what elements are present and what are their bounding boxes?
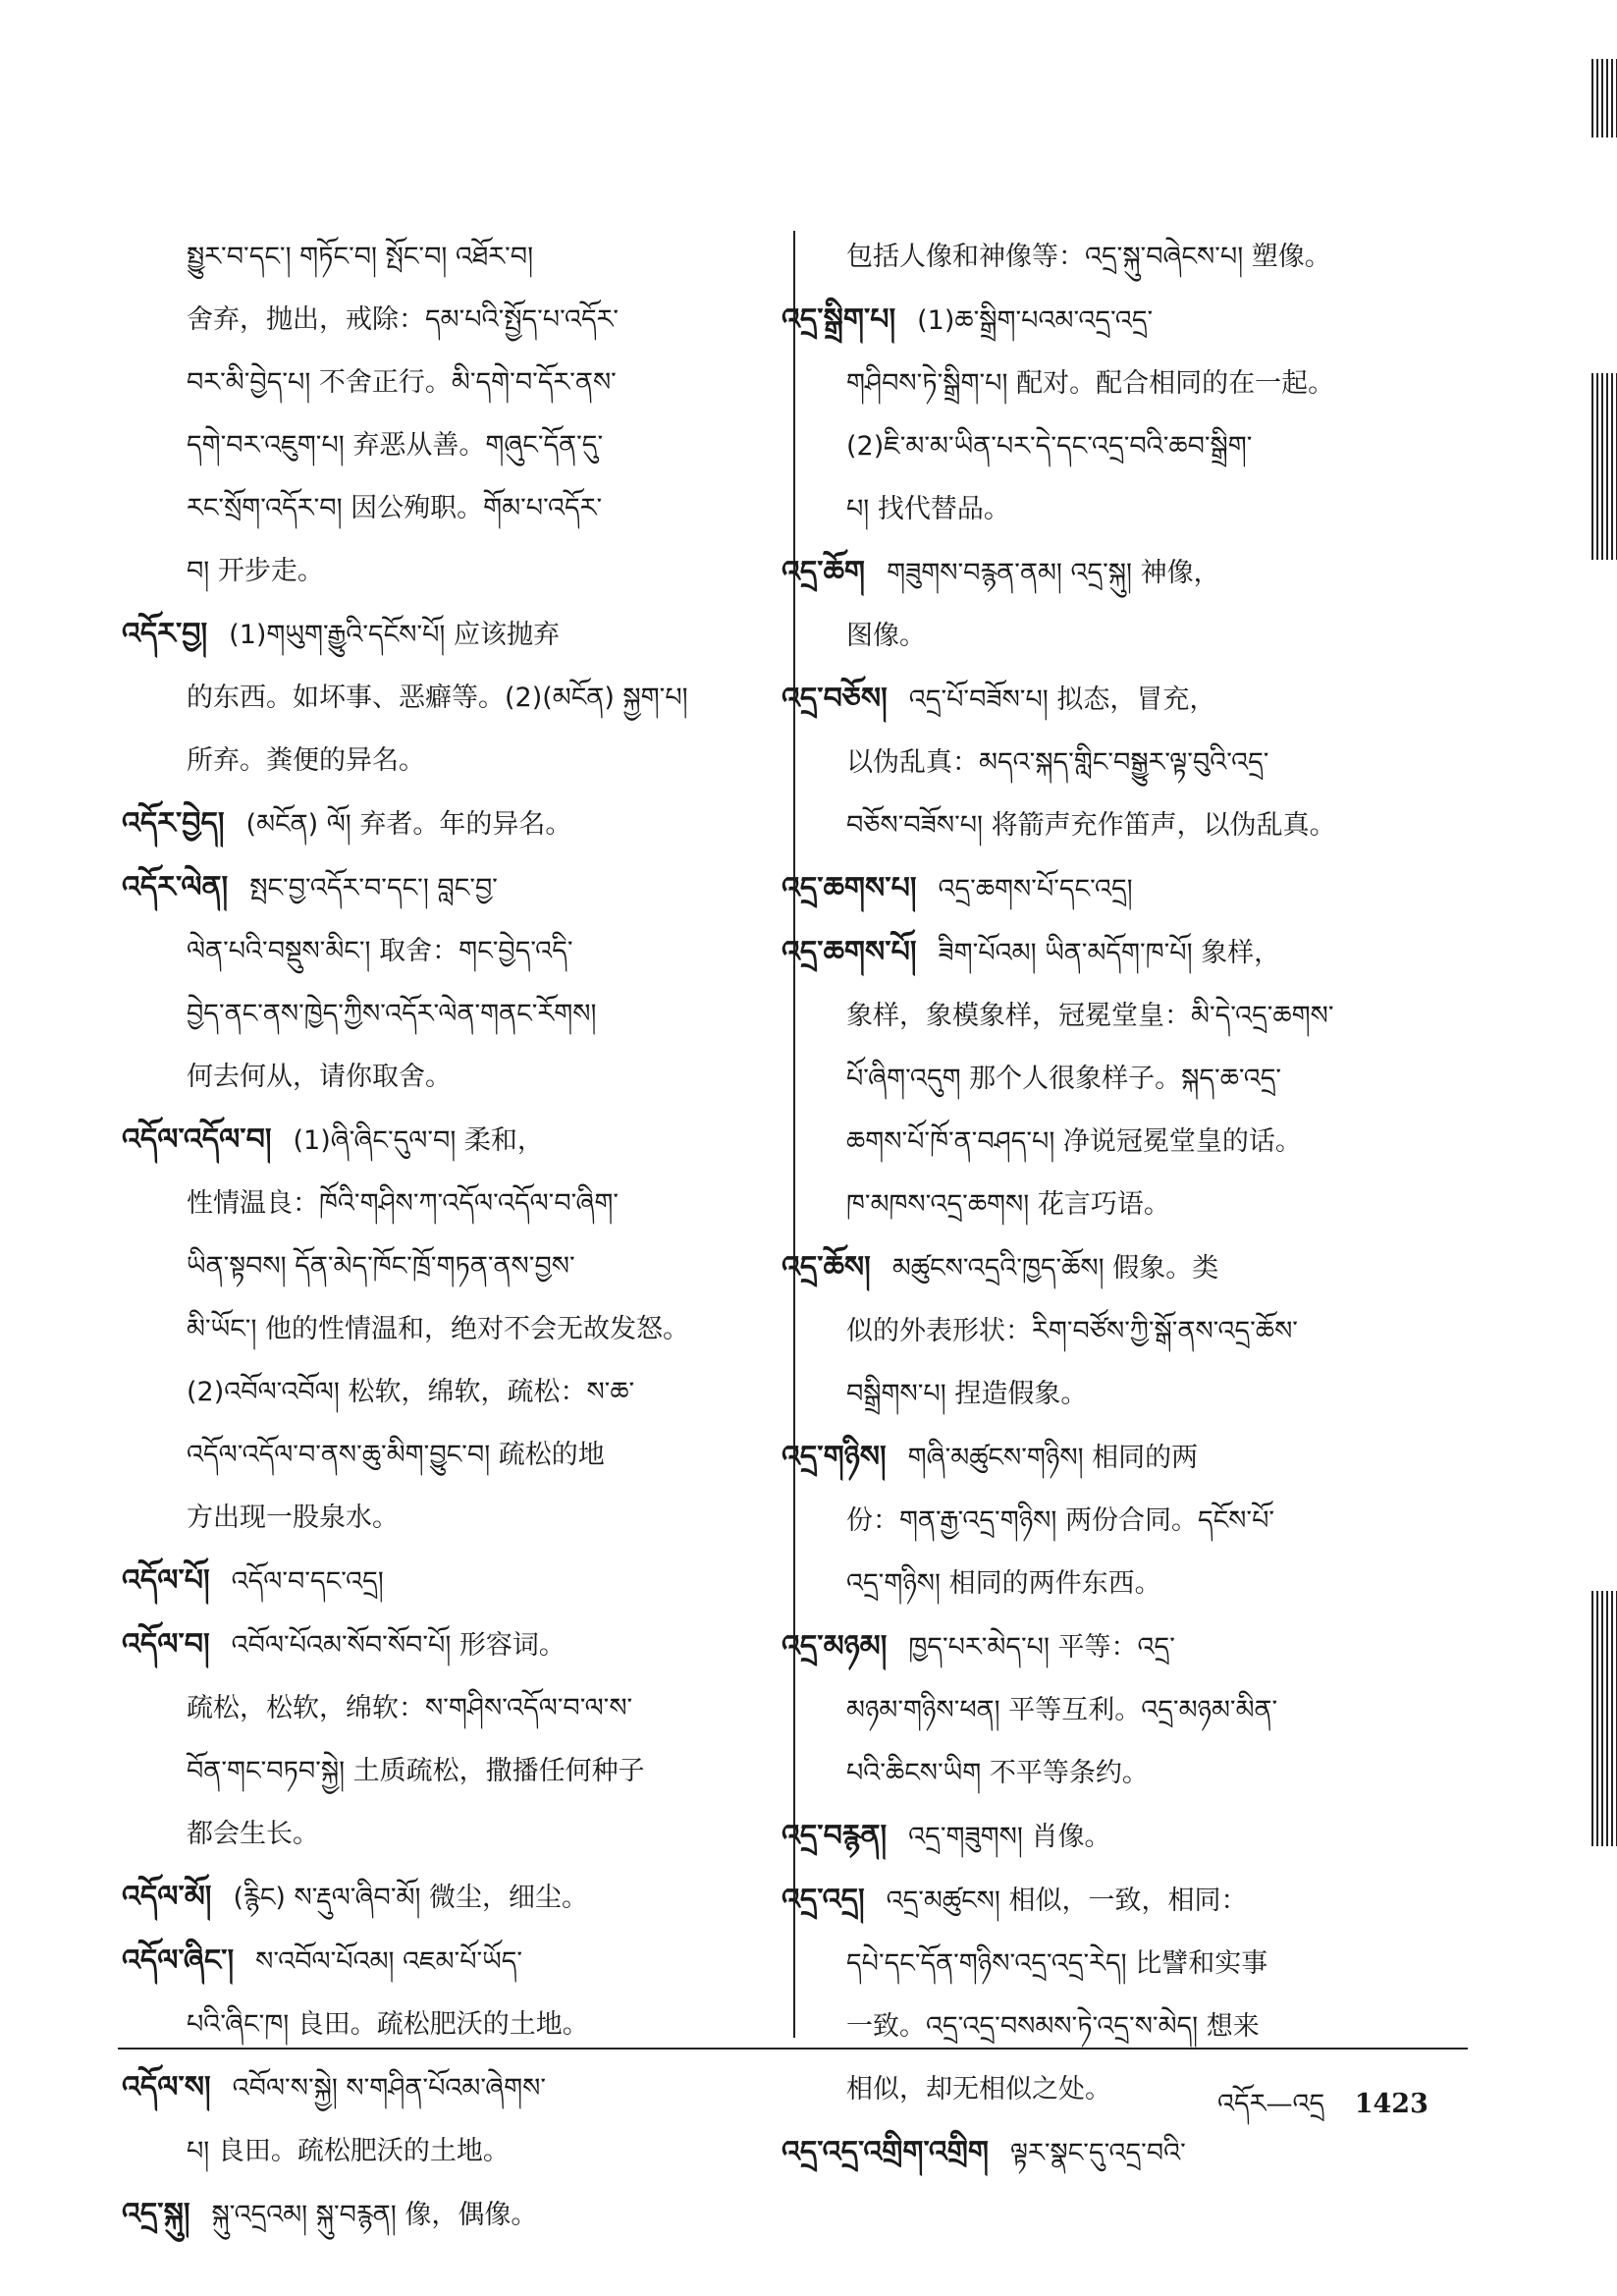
headword: འདྲ་མཉམ། bbox=[782, 1629, 888, 1664]
entry-continuation-line bbox=[846, 985, 1473, 1048]
definition-text: 份：གན་རྒྱ་འདྲ་གཉིས། 两份合同。དངོས་པོ་ bbox=[846, 1505, 1275, 1536]
definition-text: འདྲ་པོ་བཟོས་པ། 拟态，冒充， bbox=[908, 684, 1216, 715]
entry-continuation-line bbox=[187, 1298, 774, 1361]
entry-continuation-line bbox=[187, 477, 774, 540]
entry-continuation-line bbox=[187, 1361, 774, 1424]
entry-continuation-line bbox=[846, 605, 1473, 668]
definition-text: བཅོས་བཟོས་པ། 将箭声充作笛声，以伪乱真。 bbox=[846, 810, 1336, 841]
entry-line bbox=[122, 1930, 774, 1994]
entry-line bbox=[782, 857, 1473, 921]
entry-line bbox=[122, 1109, 774, 1173]
entry-continuation-line bbox=[187, 540, 774, 603]
definition-text: ལེན་པའི་བསྡུས་མིང་། 取舍：གང་བྱེད་འདི་ bbox=[187, 936, 573, 966]
definition-text: 象样，象模象样，冠冕堂皇：མི་དེ་འདྲ་ཆགས་ bbox=[846, 1001, 1334, 1031]
definition-text: པའི་ཆིངས་ཡིག 不平等条约。 bbox=[846, 1758, 1149, 1788]
entry-continuation-line bbox=[846, 1363, 1473, 1426]
entry-line bbox=[122, 856, 774, 920]
headword: འདོལ་ཞིང་། bbox=[122, 1943, 235, 1978]
entry-continuation-line bbox=[846, 1553, 1473, 1615]
definition-text: ཆགས་པོ་ཁོ་ན་བཤད་པ། 净说冠冕堂皇的话。 bbox=[846, 1126, 1302, 1157]
entry-line bbox=[122, 1866, 774, 1930]
entry-line bbox=[782, 289, 1473, 353]
definition-text: 方出现一股泉水。 bbox=[187, 1503, 399, 1533]
definition-text: 疏松，松软，绵软：ས་གཤིས་འདོལ་བ་ལ་ས་ bbox=[187, 1693, 633, 1723]
entry-continuation-line bbox=[846, 1742, 1473, 1805]
edge-mark bbox=[1591, 59, 1617, 137]
definition-text: 图像。 bbox=[846, 621, 926, 651]
definition-text: ས་འབོལ་པོའམ། འཇམ་པོ་ཡོད་ bbox=[255, 1946, 523, 1977]
definition-text: རང་སྲོག་འདོར་བ། 因公殉职。གོམ་པ་འདོར་ bbox=[187, 493, 603, 523]
entry-continuation-line bbox=[846, 1490, 1473, 1553]
definition-text: 一致。འདྲ་འདྲ་བསམས་ཏེ་འདྲ་ས་མེད། 想来 bbox=[846, 2011, 1260, 2042]
entry-continuation-line bbox=[846, 1300, 1473, 1363]
entry-continuation-line bbox=[187, 414, 774, 477]
definition-text: པ། 找代替品。 bbox=[846, 494, 1010, 524]
entry-continuation-line bbox=[187, 983, 774, 1046]
entry-line bbox=[782, 541, 1473, 605]
definition-text: འབོལ་ས་སྐྱེ། ས་གཤིན་པོའམ་ཞེགས་ bbox=[232, 2073, 546, 2104]
definition-text: ཡིན་སྟབས། དོན་མེད་ཁོང་ཁྲོ་གཏན་ནས་བྱས་ bbox=[187, 1251, 575, 1282]
entry-line bbox=[782, 1426, 1473, 1490]
footer-rule bbox=[118, 2048, 1468, 2050]
definition-text: མཉམ་གཉིས་ཕན། 平等互利。འདྲ་མཉམ་མིན་ bbox=[846, 1695, 1278, 1725]
definition-text: འདྲ་མཚུངས། 相似，一致，相同： bbox=[886, 1886, 1248, 1916]
entry-line bbox=[122, 1613, 774, 1677]
definition-text: གཞི་མཚུངས་གཉིས། 相同的两 bbox=[907, 1443, 1199, 1473]
entry-continuation-line bbox=[187, 920, 774, 983]
definition-text: པ། 良田。疏松肥沃的土地。 bbox=[187, 2136, 510, 2166]
entry-continuation-line bbox=[846, 1679, 1473, 1742]
definition-text: འབོལ་པོའམ་སོབ་སོབ་པོ། 形容词。 bbox=[231, 1630, 566, 1661]
entry-continuation-line bbox=[187, 730, 774, 793]
definition-text: དགེ་བར་འཇུག་པ། 弃恶从善。གཞུང་དོན་དུ་ bbox=[187, 430, 604, 461]
definition-text: བ། 开步走。 bbox=[187, 556, 324, 586]
definition-text: བསྒྲིགས་པ། 捏造假象。 bbox=[846, 1379, 1088, 1409]
headword: འདོལ་པོ། bbox=[122, 1563, 210, 1598]
entry-continuation-line bbox=[187, 1424, 774, 1487]
definition-text: མི་ཡོང་། 他的性情温和，绝对不会无故发怒。 bbox=[187, 1314, 690, 1344]
headword: འདོར་བྱ། bbox=[122, 617, 208, 651]
definition-text: གཤིབས་ཏེ་སྒྲིག་པ། 配对。配合相同的在一起。 bbox=[846, 368, 1335, 399]
headword: འདྲ་ཆོས། bbox=[782, 1250, 871, 1285]
entry-continuation-line bbox=[846, 226, 1473, 289]
definition-text: 的东西。如坏事、恶癖等。(2)(མངོན) སྐྱག་པ། bbox=[187, 683, 688, 713]
entry-line bbox=[782, 1805, 1473, 1869]
definition-text: མཚུངས་འདྲའི་ཁྱད་ཆོས། 假象。类 bbox=[891, 1253, 1219, 1284]
definition-text: ལྟར་སྣང་དུ་འདྲ་བའི་ bbox=[1010, 2138, 1186, 2168]
headword: འདོལ་འདོལ་བ། bbox=[122, 1122, 272, 1157]
definition-text: 都会生长。 bbox=[187, 1819, 319, 1849]
entry-line bbox=[782, 1236, 1473, 1300]
entry-line bbox=[782, 1869, 1473, 1933]
headword: འདོར་བྱེད། bbox=[122, 806, 225, 841]
headword: འདྲ་སྒྲིག་པ། bbox=[782, 302, 896, 337]
entry-line bbox=[122, 793, 774, 856]
definition-text: ཁྱད་པར་མེད་པ། 平等：འདྲ་ bbox=[908, 1632, 1175, 1663]
entry-line bbox=[782, 668, 1473, 732]
definition-text: པའི་ཞིང་ཁ། 良田。疏松肥沃的土地。 bbox=[187, 2009, 589, 2040]
definition-text: བོན་གང་བཏབ་སྐྱེ། 土质疏松，撒播任何种子 bbox=[187, 1756, 645, 1786]
definition-text: 似的外表形状：རིག་བཙོས་ཀྱི་སྒོ་ནས་འདྲ་ཆོས་ bbox=[846, 1316, 1298, 1346]
entry-continuation-line bbox=[187, 1487, 774, 1550]
entry-continuation-line bbox=[846, 732, 1473, 794]
edge-mark bbox=[1591, 373, 1617, 560]
entry-continuation-line bbox=[187, 352, 774, 414]
headword: འདྲ་བརྙན། bbox=[782, 1819, 888, 1853]
headword: འདོལ་མོ། bbox=[122, 1880, 212, 1914]
edge-mark bbox=[1591, 1591, 1617, 1846]
headword: འདོལ་ས། bbox=[122, 2070, 211, 2105]
definition-text: 相似，却无相似之处。 bbox=[846, 2074, 1111, 2105]
headword: འདྲ་འདྲ། bbox=[782, 1883, 865, 1917]
definition-text: དཔེ་དང་དོན་གཉིས་འདྲ་འདྲ་རེད། 比譬和实事 bbox=[846, 1948, 1268, 1979]
left-column bbox=[122, 226, 774, 2247]
definition-text: བར་མི་བྱེད་པ། 不舍正行。མི་དགེ་བ་དོར་ནས་ bbox=[187, 367, 617, 398]
definition-text: 所弃。粪便的异名。 bbox=[187, 745, 425, 776]
entry-continuation-line bbox=[846, 1174, 1473, 1236]
entry-line bbox=[782, 1615, 1473, 1679]
entry-continuation-line bbox=[187, 1235, 774, 1298]
definition-text: (1)ཞི་ཞིང་དུལ་བ། 柔和， bbox=[293, 1125, 544, 1156]
definition-text: འདྲ་གཟུགས། 肖像。 bbox=[908, 1822, 1111, 1852]
entry-continuation-line bbox=[187, 1677, 774, 1740]
definition-text: འདོལ་བ་དང་འདྲ། bbox=[231, 1566, 384, 1597]
definition-text: (1)གཡུག་རྒྱུའི་དངོས་པོ། 应该抛弃 bbox=[229, 620, 560, 650]
entry-line bbox=[122, 1550, 774, 1613]
entry-line bbox=[122, 2056, 774, 2120]
entry-continuation-line bbox=[187, 226, 774, 289]
page-number: 1423 bbox=[1354, 2089, 1428, 2119]
entry-continuation-line bbox=[187, 2120, 774, 2183]
entry-continuation-line bbox=[187, 1803, 774, 1866]
definition-text: འདོལ་འདོལ་བ་ནས་ཆུ་མིག་བྱུང་བ། 疏松的地 bbox=[187, 1440, 605, 1470]
definition-text: པོ་ཞིག་འདུག 那个人很象样子。སྐད་ཆ་འདྲ་ bbox=[846, 1064, 1282, 1094]
definition-text: (1)ཆ་སྒྲིག་པའམ་འདྲ་འདྲ་ bbox=[917, 305, 1154, 336]
definition-text: (རྙིང) ས་རྡུལ་ཞིབ་མོ། 微尘，细尘。 bbox=[233, 1883, 589, 1913]
right-column bbox=[782, 226, 1473, 2185]
definition-text: 性情温良：ཁོའི་གཤིས་ཀ་འདོལ་འདོལ་བ་ཞིག་ bbox=[187, 1188, 620, 1219]
entry-continuation-line bbox=[846, 1111, 1473, 1174]
headword: འདྲ་གཉིས། bbox=[782, 1440, 887, 1474]
headword: འདྲ་བཅོས། bbox=[782, 682, 888, 716]
entry-continuation-line bbox=[187, 1046, 774, 1109]
entry-line bbox=[122, 2183, 774, 2247]
entry-continuation-line bbox=[187, 289, 774, 352]
entry-continuation-line bbox=[846, 478, 1473, 541]
definition-text: (2)ཇི་མ་མ་ཡིན་པར་དེ་དང་འདྲ་བའི་ཆབ་སྒྲིག་ bbox=[846, 431, 1253, 462]
definition-text: སྤང་བྱ་འདོར་བ་དང་། བླང་བྱ་ bbox=[249, 873, 498, 903]
definition-text: ཁ་མཁས་འདྲ་ཆགས། 花言巧语。 bbox=[846, 1189, 1170, 1220]
definition-text: (མངོན) ལོ། 弃者。年的异名。 bbox=[245, 809, 572, 840]
definition-text: འདྲ་གཉིས། 相同的两件东西。 bbox=[846, 1568, 1161, 1599]
entry-continuation-line bbox=[846, 1933, 1473, 1995]
headword: འདོར་ལེན། bbox=[122, 870, 229, 904]
definition-text: 何去何从，请你取舍。 bbox=[187, 1062, 452, 1092]
entry-continuation-line bbox=[187, 1740, 774, 1803]
headword: འདོལ་བ། bbox=[122, 1627, 210, 1662]
definition-text: (2)འབོལ་འབོལ། 松软，绵软，疏松：ས་ཆ་ bbox=[187, 1377, 635, 1407]
definition-text: གཟུགས་བརྙན་ནམ། འདྲ་སྐུ། 神像， bbox=[887, 558, 1220, 588]
definition-text: སྤྱུར་བ་དང་། གཏོང་བ། སྤོང་བ། འཐོར་བ། bbox=[187, 242, 534, 272]
column-divider bbox=[793, 231, 795, 2038]
definition-text: སྐུ་འདྲའམ། སྐུ་བརྙན། 像，偶像。 bbox=[211, 2200, 538, 2230]
definition-text: བྱེད་ནང་ནས་ཁྱེད་ཀྱིས་འདོར་ལེན་གནང་རོགས། bbox=[187, 999, 597, 1029]
entry-continuation-line bbox=[846, 1048, 1473, 1111]
headword: འདྲ་སྐུ། bbox=[122, 2197, 190, 2231]
entry-line bbox=[782, 921, 1473, 985]
definition-text: 包括人像和神像等：འདྲ་སྐུ་བཞེངས་པ། 塑像。 bbox=[846, 242, 1331, 272]
entry-continuation-line bbox=[846, 794, 1473, 857]
headword-range: འདོར—འདྲ bbox=[1217, 2089, 1325, 2119]
definition-text: འདྲ་ཆགས་པོ་དང་འདྲ། bbox=[938, 874, 1133, 904]
headword: འདྲ་ཆགས་པ། bbox=[782, 871, 917, 905]
entry-continuation-line bbox=[846, 353, 1473, 415]
definition-text: ཟིག་པོའམ། ཡིན་མདོག་ཁ་པོ། 象样， bbox=[938, 938, 1281, 968]
entry-continuation-line bbox=[187, 667, 774, 730]
page-footer bbox=[1217, 2074, 1428, 2149]
entry-continuation-line bbox=[846, 415, 1473, 478]
definition-text: 以伪乱真：མདའ་སྐད་གླིང་བསྒྱུར་ལྟ་བུའི་འདྲ་ bbox=[846, 747, 1269, 778]
headword: འདྲ་འདྲ་འགྲིག་འགྲིག bbox=[782, 2135, 990, 2169]
entry-continuation-line bbox=[187, 1173, 774, 1235]
entry-line bbox=[122, 603, 774, 667]
headword: འདྲ་ཆོག bbox=[782, 555, 866, 589]
definition-text: 舍弃，抛出，戒除：དམ་པའི་སྤྱོད་པ་འདོར་ bbox=[187, 304, 620, 335]
headword: འདྲ་ཆགས་པོ། bbox=[782, 935, 917, 969]
